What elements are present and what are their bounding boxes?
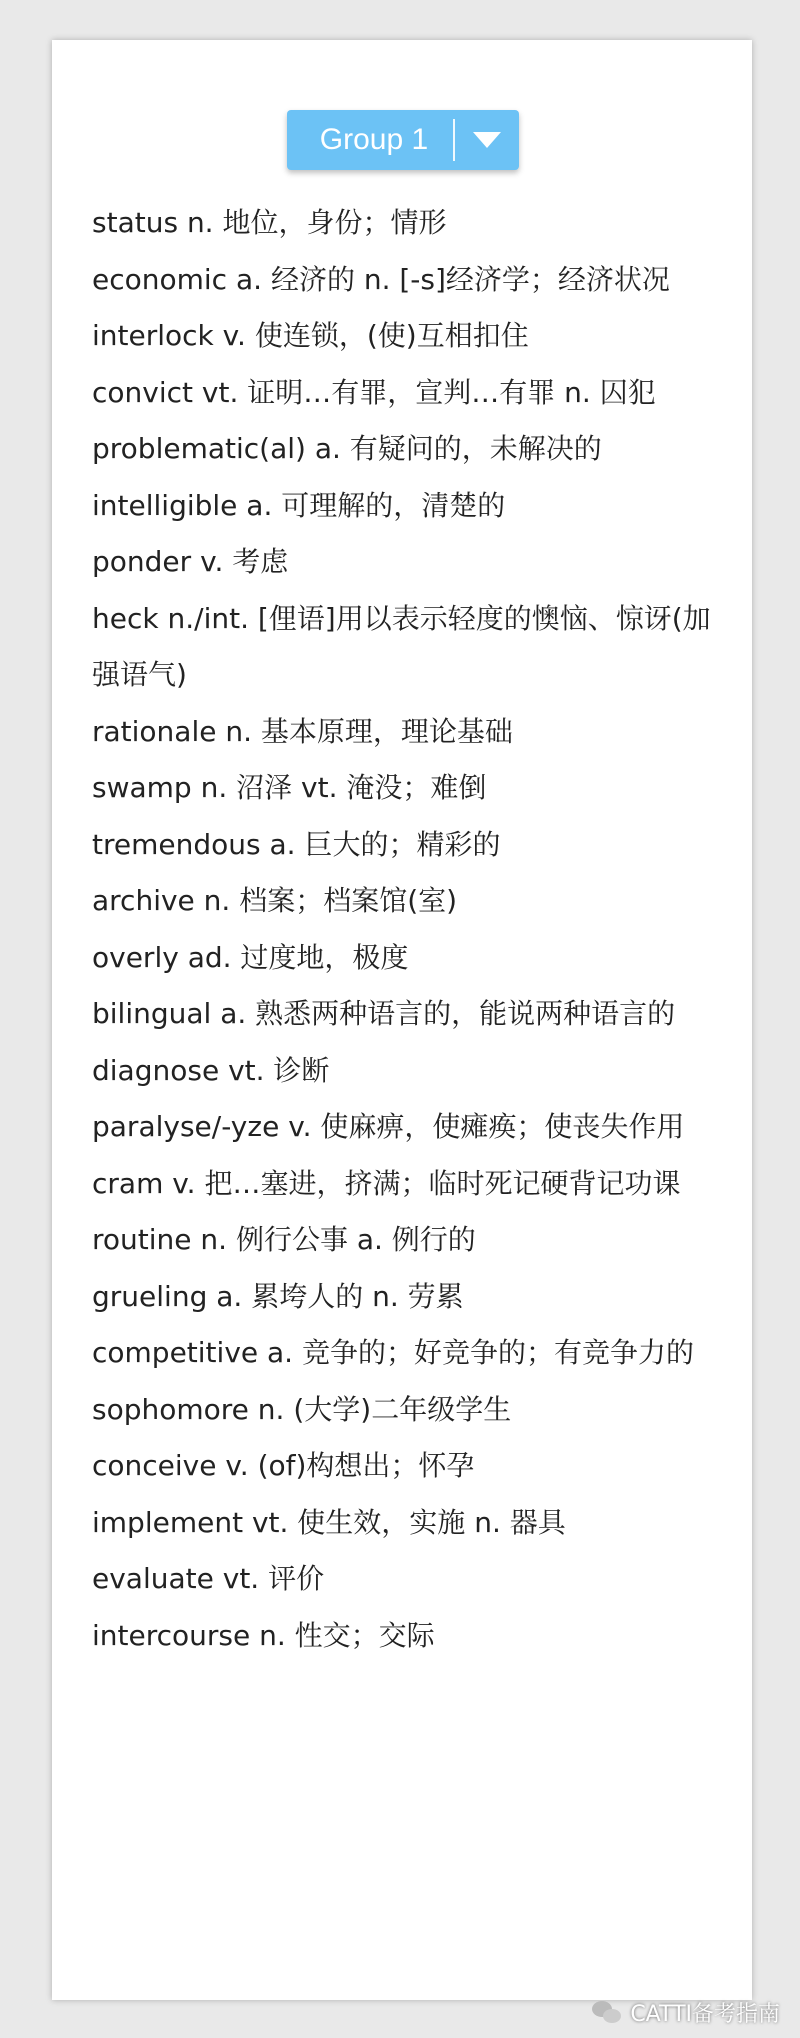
word-entry: cram v. 把…塞进，挤满；临时死记硬背记功课	[92, 1166, 681, 1200]
word-entry: problematic(al) a. 有疑问的，未解决的	[92, 432, 602, 465]
watermark	[592, 1997, 780, 2028]
word-entry: economic a. 经济的 n. [-s]经济学；经济状况	[92, 262, 670, 296]
word-entry: archive n. 档案；档案馆(室)	[92, 884, 458, 917]
vocabulary-card	[52, 40, 752, 2000]
word-entry: sophomore n. (大学)二年级学生	[92, 1392, 512, 1426]
word-entry: overly ad. 过度地，极度	[92, 940, 409, 974]
word-entry: grueling a. 累垮人的 n. 劳累	[92, 1279, 464, 1313]
word-entry: interlock v. 使连锁，(使)互相扣住	[92, 319, 529, 352]
word-entry: rationale n. 基本原理，理论基础	[92, 714, 513, 748]
word-entry: status n. 地位，身份；情形	[92, 206, 447, 239]
word-entry: intelligible a. 可理解的，清楚的	[92, 488, 506, 522]
group-selector[interactable]	[287, 110, 519, 170]
word-entry: convict vt. 证明…有罪，宣判…有罪 n. 囚犯	[92, 375, 656, 409]
word-entry: diagnose vt. 诊断	[92, 1053, 330, 1087]
word-entry: evaluate vt. 评价	[92, 1562, 325, 1595]
word-entry: routine n. 例行公事 a. 例行的	[92, 1223, 476, 1256]
group-divider	[453, 119, 455, 161]
word-entry: tremendous a. 巨大的；精彩的	[92, 827, 501, 861]
word-entry: conceive v. (of)构想出；怀孕	[92, 1449, 475, 1482]
word-entry: heck n./int. [俚语]用以表示轻度的懊恼、惊讶(加强语气)	[92, 601, 711, 691]
caret-down-icon	[473, 132, 501, 148]
word-entry: competitive a. 竞争的；好竞争的；有竞争力的	[92, 1336, 694, 1369]
word-entry: swamp n. 沼泽 vt. 淹没；难倒	[92, 771, 487, 804]
word-list	[92, 195, 712, 1664]
word-entry: ponder v. 考虑	[92, 545, 289, 578]
word-entry: implement vt. 使生效，实施 n. 器具	[92, 1505, 566, 1539]
word-entry: bilingual a. 熟悉两种语言的，能说两种语言的	[92, 997, 676, 1030]
watermark-text: CATTI备考指南	[630, 2002, 780, 2027]
word-entry: intercourse n. 性交；交际	[92, 1618, 435, 1652]
group-dropdown-button[interactable]	[455, 110, 519, 170]
group-title: Group 1	[319, 123, 429, 156]
wechat-icon	[592, 2001, 622, 2025]
word-entry: paralyse/-yze v. 使麻痹，使瘫痪；使丧失作用	[92, 1110, 685, 1143]
